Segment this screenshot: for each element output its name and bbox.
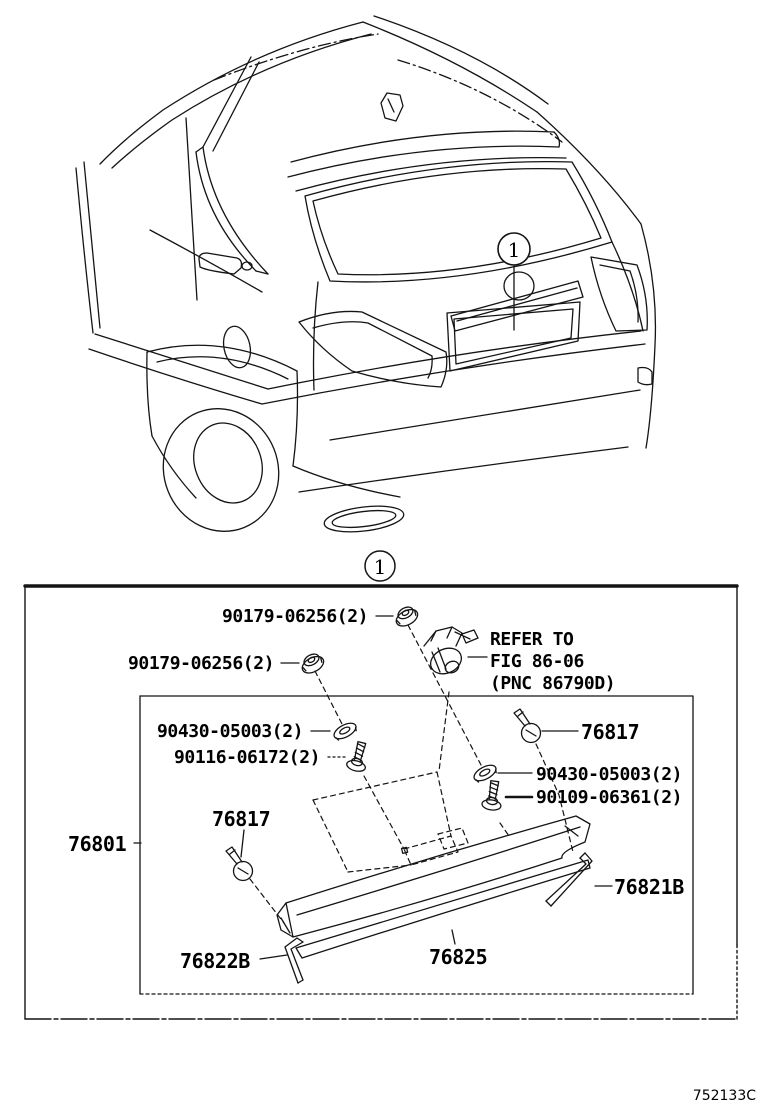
leader-clip-left (241, 830, 244, 857)
leader-molding-left (260, 955, 287, 959)
label-clip-left: 76817 (212, 807, 271, 831)
callout-1-figure (365, 551, 395, 581)
garnish-on-car (451, 281, 583, 331)
quarter-window (196, 57, 268, 274)
label-garnish: 76825 (429, 945, 488, 969)
rear-window (305, 162, 612, 282)
tail-lamp-left (299, 311, 447, 387)
emblem-circle (504, 272, 534, 300)
label-camera-ref-line1: REFER TO (490, 629, 574, 650)
molding-end-76822B-shape (285, 938, 303, 983)
label-camera-ref-line3: (PNC 86790D) (490, 672, 616, 694)
nut-icon (392, 604, 420, 630)
label-screw-right: 90109-06361(2) (536, 787, 683, 808)
camera-icon (424, 627, 478, 679)
drawing-code: 752133C (692, 1088, 756, 1104)
label-nut-mid: 90179-06256(2) (128, 653, 275, 674)
leader-garnish (452, 930, 455, 944)
label-nut-top: 90179-06256(2) (222, 606, 369, 627)
label-clip-right: 76817 (581, 720, 640, 744)
rear-wheel (145, 345, 400, 549)
car-rear-line-drawing (76, 16, 655, 549)
molding-strip-76825-shape (296, 860, 590, 958)
tail-lamp-right (591, 257, 647, 331)
label-molding-right: 76821B (614, 875, 684, 899)
screw-icon (481, 780, 504, 811)
label-assembly: 76801 (68, 832, 127, 856)
washer-icon (332, 720, 359, 742)
roof-ornament (381, 93, 403, 121)
clip-icon (226, 847, 253, 881)
nut-icon (298, 651, 326, 677)
bumper-reflector (323, 502, 405, 536)
label-molding-left: 76822B (180, 949, 250, 973)
label-washer-right: 90430-05003(2) (536, 764, 683, 785)
callout-1-figure-number: 1 (373, 555, 387, 579)
label-screw-left: 90116-06172(2) (174, 747, 321, 768)
clip-icon (514, 709, 541, 743)
label-camera-ref (490, 630, 615, 693)
garnish-main-shape (277, 816, 590, 937)
label-camera-ref-line2: FIG 86-06 (490, 650, 584, 672)
screw-icon (346, 740, 371, 773)
label-washer-left: 90430-05003(2) (157, 721, 304, 742)
callout-1-car-number: 1 (507, 238, 521, 262)
